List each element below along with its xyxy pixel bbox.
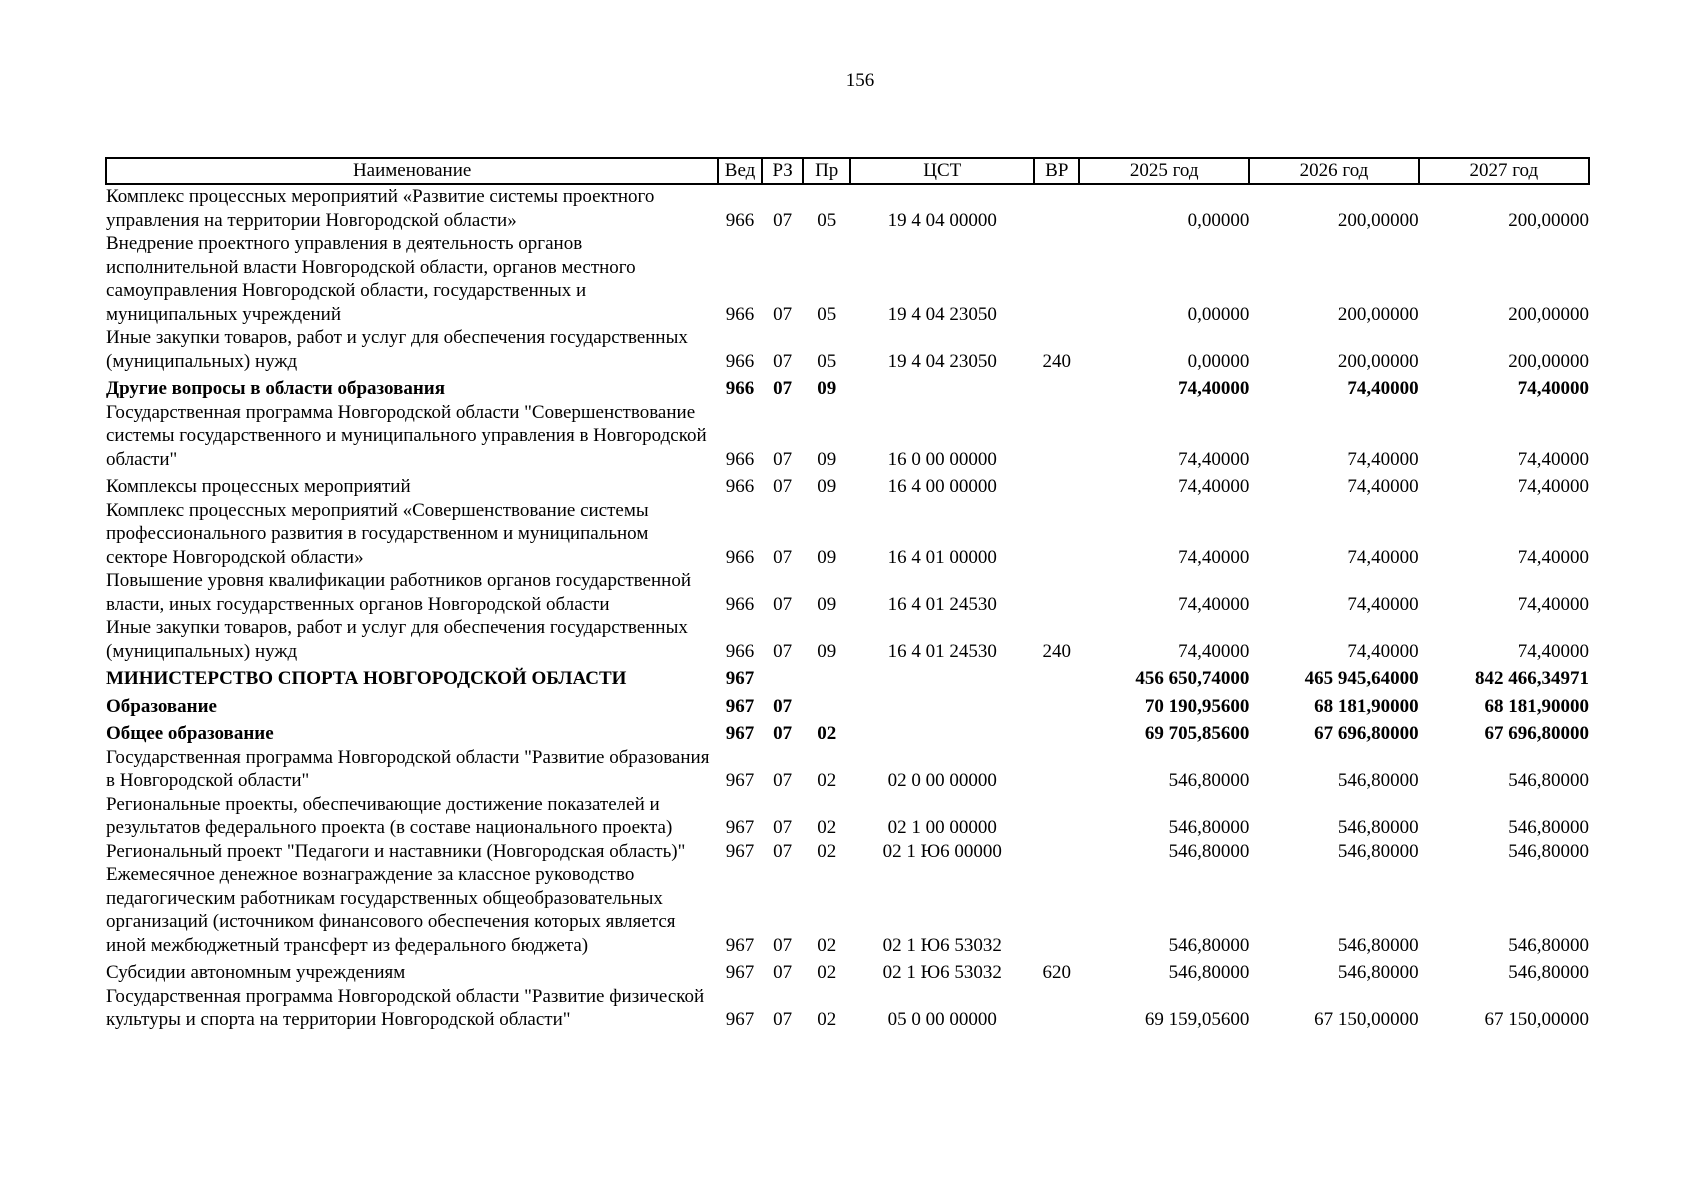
cell-2026: 546,80000 [1337,770,1419,791]
cell-pr: 09 [817,640,837,662]
cell-rz: 07 [773,448,793,470]
cell-rz: 07 [773,1009,793,1030]
cell-ved: 967 [725,668,755,689]
cell-cst [850,663,1034,691]
cell-rz: 07 [773,476,793,497]
cell-rz: 07 [773,695,793,717]
table-row [106,957,1589,985]
table-row [106,840,1589,864]
cell-cst [850,373,1034,401]
cell-rz: 07 [773,303,793,325]
cell-rz: 07 [773,723,793,744]
header-2026: 2026 год [1249,158,1418,184]
cell-2025: 0,00000 [1187,303,1250,325]
cell-2027: 546,80000 [1508,962,1589,983]
cell-vr: 240 [1042,350,1072,372]
table-row [106,746,1589,793]
cell-pr: 09 [817,448,837,470]
cell-2027: 200,00000 [1508,303,1589,325]
cell-ved: 967 [725,695,755,717]
cell-2025: 74,40000 [1178,476,1250,497]
table-row [106,471,1589,499]
cell-2025: 0,00000 [1187,209,1250,231]
cell-name: Государственная программа Новгородской области "Развитие образования в Новгородской области" [106,746,710,791]
table-row [106,373,1589,401]
cell-name: Комплексы процессных мероприятий [106,476,411,497]
cell-name: Региональные проекты, обеспечивающие достижение показателей и результатов федерального проекта (в составе национального проекта) [106,793,673,838]
cell-pr: 09 [817,546,837,568]
table-row [106,232,1589,326]
cell-2025: 74,40000 [1178,378,1250,399]
cell-name: Комплекс процессных мероприятий «Развитие системы проектного управления на территории Новгородской области» [106,186,655,231]
header-cst: ЦСТ [850,158,1034,184]
cell-vr [1034,863,1079,957]
cell-vr [1034,499,1079,570]
cell-cst: 19 4 04 23050 [887,303,997,325]
table-row [106,691,1589,719]
cell-2025: 0,00000 [1187,350,1250,372]
table-row [106,569,1589,616]
cell-2025: 456 650,74000 [1135,668,1250,689]
cell-cst: 16 4 01 24530 [887,593,997,615]
cell-name: Иные закупки товаров, работ и услуг для обеспечения государственных (муниципальных) нужд [106,327,688,372]
cell-name: Внедрение проектного управления в деятельность органов исполнительной власти Новгородской области, органов местного самоуправления Новгородской области, государственных и муниципальных учреждений [106,233,636,325]
cell-2025: 69 159,05600 [1144,1009,1250,1030]
cell-rz: 07 [773,350,793,372]
cell-2025: 74,40000 [1178,546,1250,568]
cell-cst: 16 4 01 24530 [887,640,997,662]
cell-2025: 74,40000 [1178,640,1250,662]
cell-name: Другие вопросы в области образования [106,378,446,399]
cell-pr: 05 [817,209,837,231]
cell-2027: 546,80000 [1508,817,1589,838]
header-name: Наименование [106,158,718,184]
cell-2026: 200,00000 [1337,303,1419,325]
cell-name: Региональный проект "Педагоги и наставники (Новгородская область)" [106,840,686,862]
cell-name: МИНИСТЕРСТВО СПОРТА НОВГОРОДСКОЙ ОБЛАСТИ [106,668,627,689]
cell-pr: 02 [817,723,837,744]
cell-rz: 07 [773,840,793,862]
cell-2027: 74,40000 [1517,546,1589,568]
cell-vr [1034,746,1079,793]
cell-ved: 966 [725,209,755,231]
cell-vr [1034,569,1079,616]
cell-cst: 19 4 04 00000 [887,209,997,231]
cell-2025: 74,40000 [1178,448,1250,470]
cell-2025: 546,80000 [1168,770,1250,791]
header-2027: 2027 год [1419,158,1589,184]
cell-2026: 74,40000 [1347,640,1419,662]
cell-pr: 02 [817,1009,837,1030]
cell-name: Государственная программа Новгородской области "Совершенствование системы государственного и муниципального управления в Новгородской области" [106,401,707,470]
table-row [106,718,1589,746]
cell-rz: 07 [773,209,793,231]
cell-2026: 67 150,00000 [1314,1009,1419,1030]
cell-2026: 74,40000 [1347,448,1419,470]
cell-2026: 546,80000 [1337,962,1419,983]
cell-2027: 68 181,90000 [1484,695,1589,717]
cell-2026: 74,40000 [1347,476,1419,497]
cell-cst: 02 1 Ю6 53032 [882,934,1002,956]
table-row [106,985,1589,1032]
cell-cst [850,691,1034,719]
cell-2027: 74,40000 [1517,476,1589,497]
cell-cst: 02 1 Ю6 00000 [882,840,1002,862]
budget-table [105,157,1590,1032]
table-row [106,616,1589,663]
cell-vr [1034,840,1079,864]
cell-2025: 546,80000 [1168,962,1250,983]
cell-2027: 842 466,34971 [1475,668,1589,689]
cell-vr [1034,373,1079,401]
cell-2027: 546,80000 [1508,934,1589,956]
cell-rz: 07 [773,640,793,662]
cell-rz: 07 [773,593,793,615]
table-row [106,401,1589,472]
cell-2027: 546,80000 [1508,770,1589,791]
table-row [106,326,1589,373]
cell-vr [1034,691,1079,719]
header-vr: ВР [1034,158,1079,184]
cell-2026: 200,00000 [1337,209,1419,231]
cell-2027: 74,40000 [1517,593,1589,615]
cell-rz: 07 [773,934,793,956]
cell-vr [1034,401,1079,472]
cell-2025: 546,80000 [1168,817,1250,838]
cell-pr [803,691,850,719]
cell-pr: 02 [817,962,837,983]
cell-2026: 67 696,80000 [1314,723,1419,744]
table-row [106,863,1589,957]
header-rz: РЗ [762,158,804,184]
cell-cst: 02 1 Ю6 53032 [882,962,1002,983]
cell-vr [1034,232,1079,326]
cell-cst: 16 0 00 00000 [887,448,997,470]
cell-pr: 09 [817,378,837,399]
cell-vr [1034,718,1079,746]
cell-2027: 74,40000 [1517,378,1589,399]
table-header-row [106,158,1589,184]
cell-ved: 966 [725,593,755,615]
cell-vr: 620 [1042,962,1072,983]
cell-2027: 74,40000 [1517,448,1589,470]
table-row [106,793,1589,840]
cell-2027: 67 696,80000 [1484,723,1589,744]
cell-vr [1034,663,1079,691]
cell-rz: 07 [773,817,793,838]
cell-pr: 02 [817,934,837,956]
cell-pr: 05 [817,350,837,372]
cell-2026: 546,80000 [1337,934,1419,956]
cell-2025: 70 190,95600 [1144,695,1250,717]
cell-2025: 69 705,85600 [1144,723,1250,744]
cell-ved: 967 [725,770,755,791]
cell-name: Повышение уровня квалификации работников органов государственной власти, иных государственных органов Новгородской области [106,570,691,615]
cell-cst: 16 4 01 00000 [887,546,997,568]
cell-name: Иные закупки товаров, работ и услуг для обеспечения государственных (муниципальных) нужд [106,617,688,662]
cell-2025: 546,80000 [1168,934,1250,956]
cell-name: Образование [106,695,217,717]
cell-2027: 74,40000 [1517,640,1589,662]
cell-ved: 967 [725,817,755,838]
cell-pr: 02 [817,770,837,791]
cell-ved: 966 [725,350,755,372]
cell-rz [762,663,804,691]
cell-2026: 74,40000 [1347,593,1419,615]
cell-2025: 74,40000 [1178,593,1250,615]
cell-name: Общее образование [106,723,274,744]
page-number: 156 [845,70,875,91]
cell-ved: 966 [725,476,755,497]
cell-name: Государственная программа Новгородской области "Развитие физической культуры и спорта на территории Новгородской области" [106,985,705,1030]
header-pr: Пр [803,158,850,184]
cell-cst: 02 1 00 00000 [887,817,997,838]
cell-2027: 546,80000 [1508,840,1589,862]
cell-2026: 546,80000 [1337,840,1419,862]
cell-cst: 19 4 04 23050 [887,350,997,372]
cell-ved: 967 [725,723,755,744]
cell-pr: 09 [817,593,837,615]
cell-2027: 200,00000 [1508,350,1589,372]
table-row [106,184,1589,232]
cell-vr: 240 [1042,640,1072,662]
cell-2027: 67 150,00000 [1484,1009,1589,1030]
cell-rz: 07 [773,546,793,568]
cell-ved: 967 [725,1009,755,1030]
cell-name: Субсидии автономным учреждениям [106,962,406,983]
table-row [106,499,1589,570]
cell-vr [1034,793,1079,840]
cell-cst: 02 0 00 00000 [887,770,997,791]
cell-cst: 16 4 00 00000 [887,476,997,497]
table-body [106,184,1589,1032]
table-row [106,663,1589,691]
cell-ved: 967 [725,962,755,983]
cell-cst [850,718,1034,746]
header-ved: Вед [718,158,762,184]
header-2025: 2025 год [1079,158,1249,184]
cell-vr [1034,184,1079,232]
cell-rz: 07 [773,378,793,399]
cell-ved: 966 [725,448,755,470]
cell-name: Комплекс процессных мероприятий «Совершенствование системы профессионального развития в государственном и муниципальном секторе Новгородской области» [106,499,649,568]
cell-ved: 967 [725,840,755,862]
cell-2026: 465 945,64000 [1304,668,1419,689]
cell-2026: 200,00000 [1337,350,1419,372]
cell-pr [803,663,850,691]
cell-pr: 02 [817,817,837,838]
cell-2026: 74,40000 [1347,378,1419,399]
cell-2026: 546,80000 [1337,817,1419,838]
cell-rz: 07 [773,770,793,791]
cell-pr: 05 [817,303,837,325]
cell-name: Ежемесячное денежное вознаграждение за классное руководство педагогическим работникам государственных общеобразовательных организаций (источником финансового обеспечения которых является иной межбюджетный трансферт из федерального бюджета) [106,864,676,956]
cell-2025: 546,80000 [1168,840,1250,862]
cell-ved: 967 [725,934,755,956]
cell-pr: 09 [817,476,837,497]
cell-2026: 74,40000 [1347,546,1419,568]
cell-ved: 966 [725,546,755,568]
cell-pr: 02 [817,840,837,862]
cell-vr [1034,471,1079,499]
cell-2027: 200,00000 [1508,209,1589,231]
cell-ved: 966 [725,640,755,662]
cell-ved: 966 [725,378,755,399]
cell-cst: 05 0 00 00000 [887,1009,997,1030]
cell-vr [1034,985,1079,1032]
cell-ved: 966 [725,303,755,325]
cell-rz: 07 [773,962,793,983]
cell-2026: 68 181,90000 [1314,695,1419,717]
